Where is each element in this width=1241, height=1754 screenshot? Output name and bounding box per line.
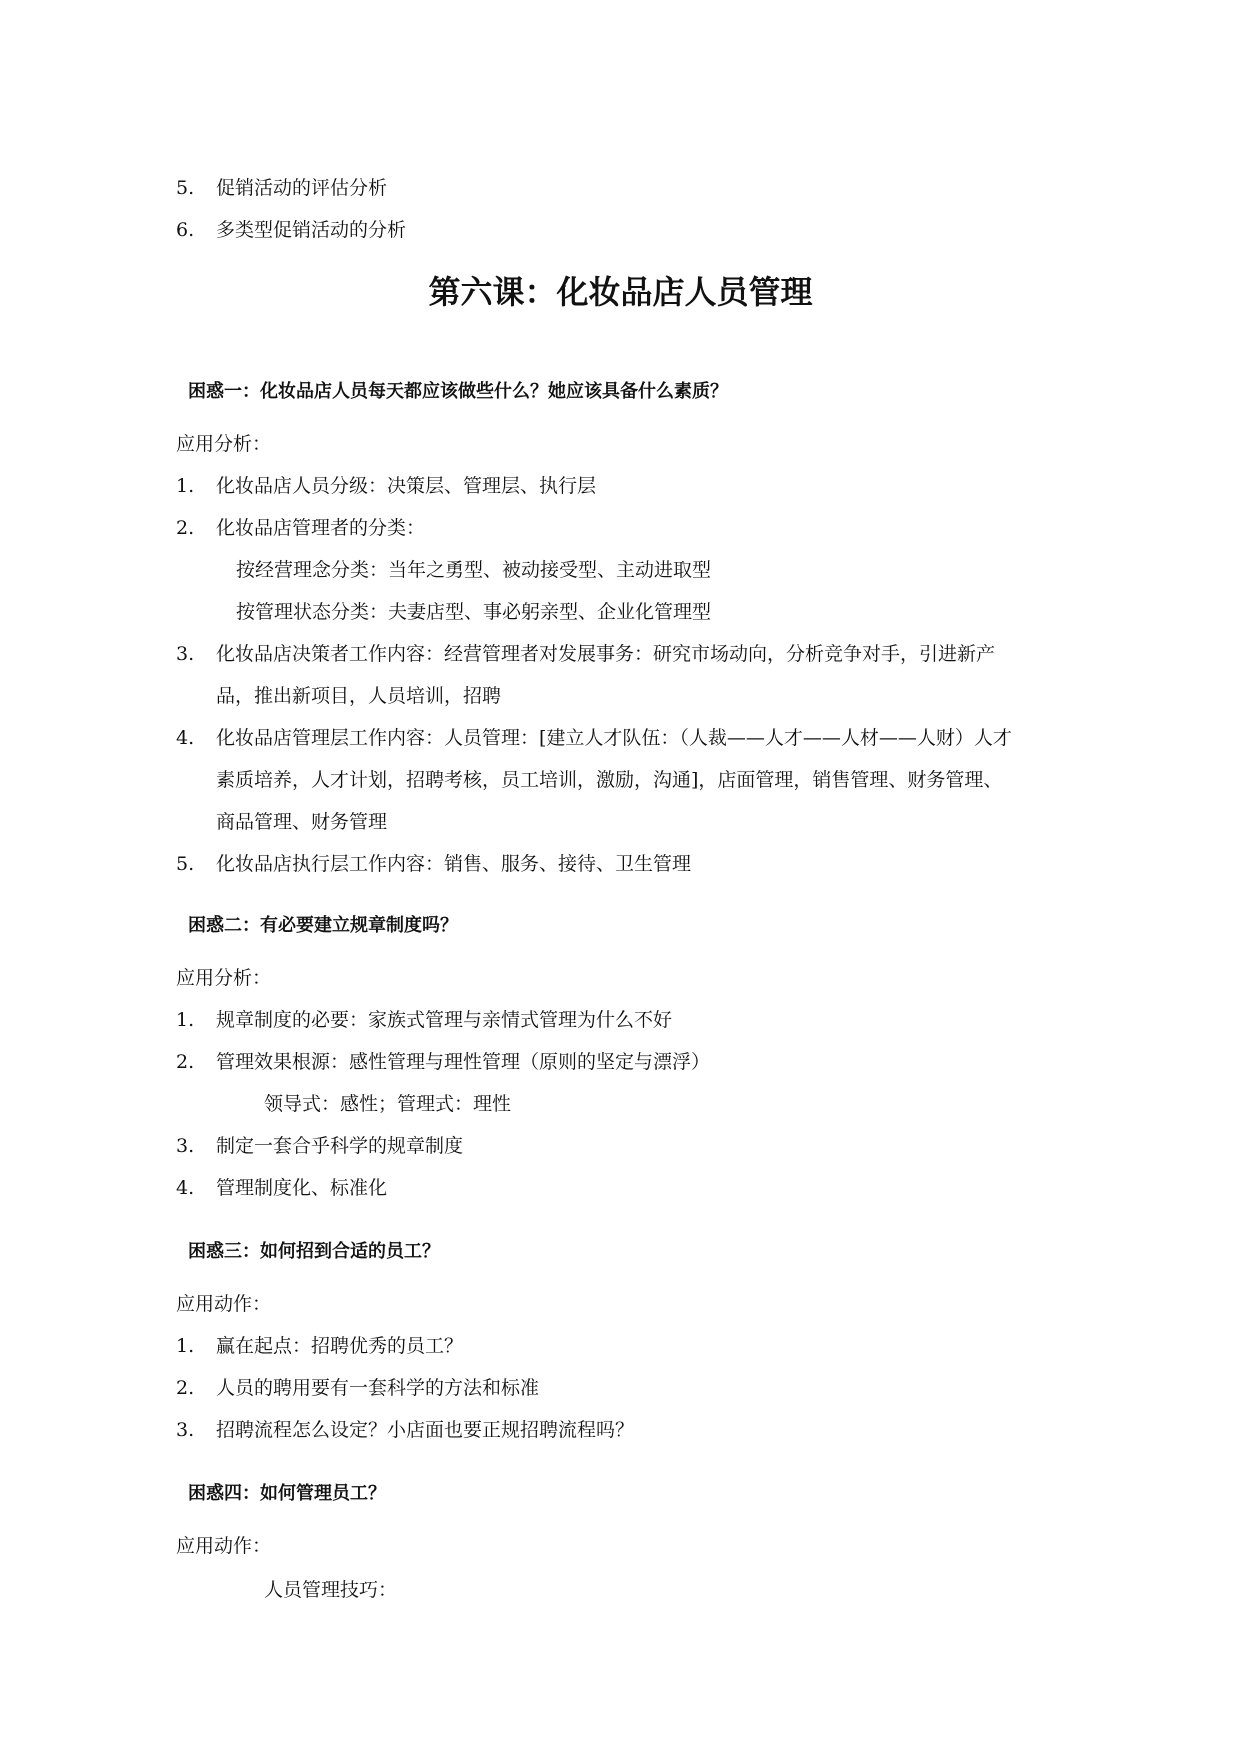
list-item: 规章制度的必要：家族式管理与亲情式管理为什么不好 — [216, 1009, 673, 1031]
lesson-title: 第六课：化妆品店人员管理 — [428, 273, 813, 311]
list-subitem: 人员管理技巧： — [264, 1579, 398, 1601]
section-heading: 困惑一：化妆品店人员每天都应该做些什么？她应该具备什么素质？ — [188, 381, 728, 402]
list-item: 招聘流程怎么设定？小店面也要正规招聘流程吗？ — [216, 1419, 635, 1441]
list-item: 化妆品店决策者工作内容：经营管理者对发展事务：研究市场动向，分析竞争对手，引进新产 — [216, 643, 996, 665]
list-item: 促销活动的评估分析 — [216, 177, 388, 199]
section-label: 应用分析： — [176, 967, 272, 989]
list-number: 1. — [176, 1335, 195, 1357]
list-number: 5. — [176, 853, 195, 875]
section-heading: 困惑四：如何管理员工？ — [188, 1483, 386, 1504]
list-number: 5. — [176, 177, 195, 199]
list-number: 4. — [176, 727, 195, 749]
list-number: 1. — [176, 1009, 195, 1031]
list-number: 3. — [176, 1135, 195, 1157]
list-item: 人员的聘用要有一套科学的方法和标准 — [216, 1377, 540, 1399]
list-item: 赢在起点：招聘优秀的员工？ — [216, 1335, 464, 1357]
list-item: 管理效果根源：感性管理与理性管理（原则的坚定与漂浮） — [216, 1051, 711, 1073]
list-number: 2. — [176, 517, 195, 539]
list-item: 化妆品店管理层工作内容：人员管理：[建立人才队伍：（人裁——人才——人材——人财）人才 — [216, 727, 1012, 749]
list-item: 多类型促销活动的分析 — [216, 219, 407, 241]
list-item: 化妆品店执行层工作内容：销售、服务、接待、卫生管理 — [216, 853, 692, 875]
list-number: 3. — [176, 1419, 195, 1441]
list-item: 化妆品店管理者的分类： — [216, 517, 426, 539]
section-label: 应用动作： — [176, 1293, 272, 1315]
list-item-continued: 品，推出新项目，人员培训，招聘 — [216, 685, 502, 707]
list-item-continued: 素质培养，人才计划，招聘考核，员工培训，激励，沟通]，店面管理，销售管理、财务管理、 — [216, 769, 1003, 791]
list-number: 3. — [176, 643, 195, 665]
section-label: 应用分析： — [176, 433, 272, 455]
section-heading: 困惑二：有必要建立规章制度吗？ — [188, 915, 458, 936]
list-number: 6. — [176, 219, 195, 241]
list-subitem: 领导式：感性；管理式：理性 — [264, 1093, 512, 1115]
list-item-continued: 商品管理、财务管理 — [216, 811, 388, 833]
list-number: 2. — [176, 1051, 195, 1073]
list-number: 1. — [176, 475, 195, 497]
list-number: 2. — [176, 1377, 195, 1399]
list-subitem: 按经营理念分类：当年之勇型、被动接受型、主动进取型 — [236, 559, 712, 581]
list-number: 4. — [176, 1177, 195, 1199]
section-heading: 困惑三：如何招到合适的员工？ — [188, 1241, 440, 1262]
list-subitem: 按管理状态分类：夫妻店型、事必躬亲型、企业化管理型 — [236, 601, 712, 623]
list-item: 管理制度化、标准化 — [216, 1177, 388, 1199]
section-label: 应用动作： — [176, 1535, 272, 1557]
list-item: 制定一套合乎科学的规章制度 — [216, 1135, 464, 1157]
list-item: 化妆品店人员分级：决策层、管理层、执行层 — [216, 475, 597, 497]
